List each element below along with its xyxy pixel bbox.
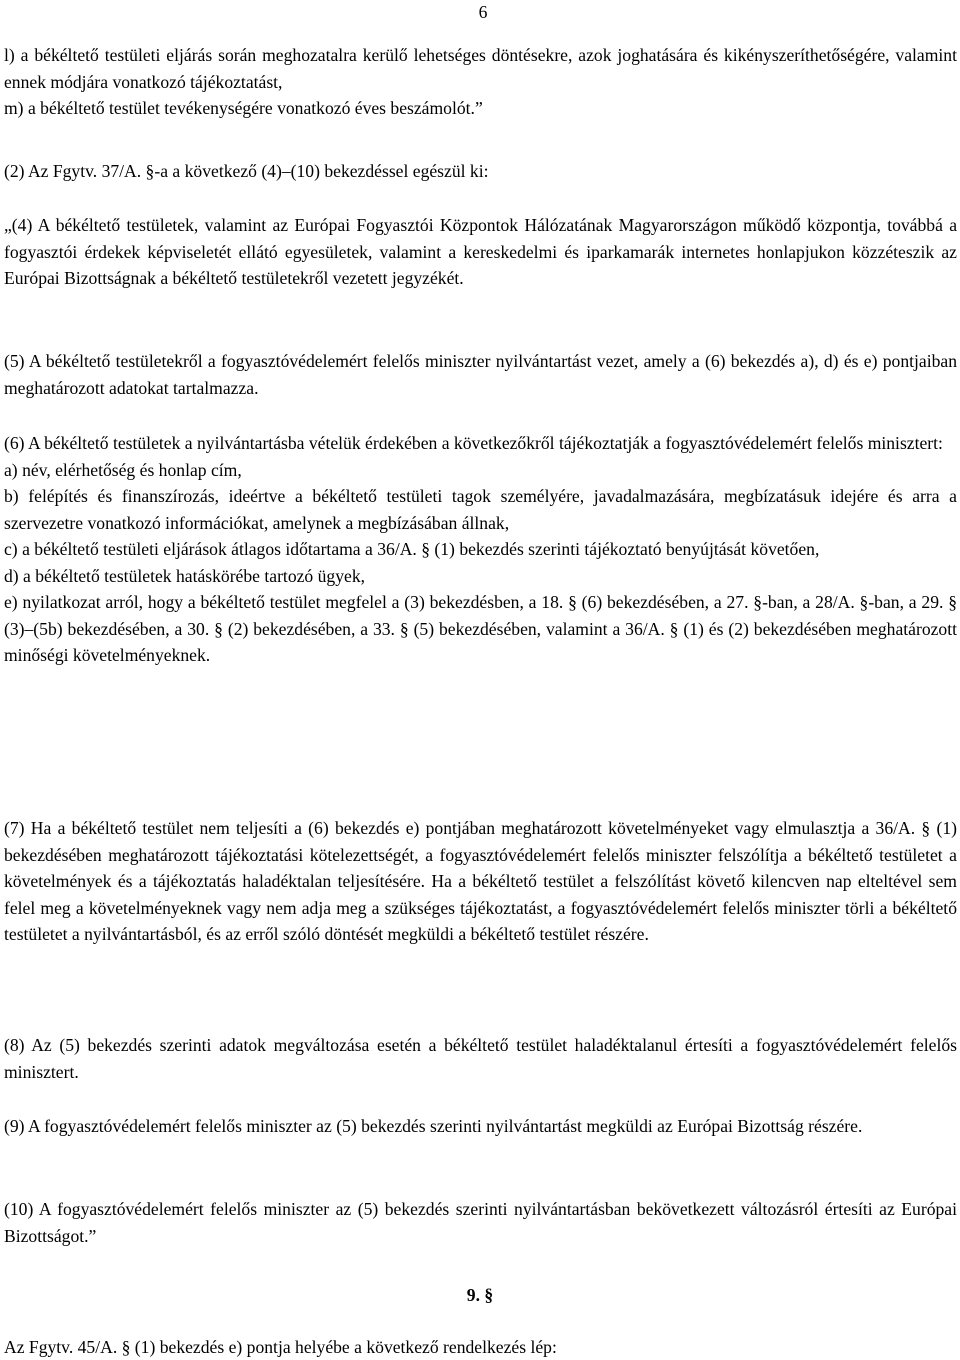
paragraph-10: (10) A fogyasztóvédelemért felelős miniszter az (5) bekezdés szerinti nyilvántartásban bekövetkezett változásról értesíti az Európai Bizottságot.” (4, 1199, 957, 1246)
paragraph-2: (2) Az Fgytv. 37/A. §-a a következő (4)–(10) bekezdéssel egészül ki: (4, 161, 489, 181)
paragraph-7: (7) Ha a békéltető testület nem teljesíti a (6) bekezdés e) pontjában meghatározott követelményeket vagy elmulasztja a 36/A. § (1) bekezdésében meghatározott tájékoztatási kötelezettségét, a fogyasztóvédelemért felelős miniszter felszólítja a békéltető testületet a követelmények és a tájékoztatás haladéktalan teljesítésére. Ha a békéltető testület a felszólítást követő kilencven nap elteltével sem felel meg a követelményeknek vagy nem adja meg a szükséges tájékoztatást, a fogyasztóvédelemért felelős miniszter törli a békéltető testületet a nyilvántartásból, és az erről szóló döntését megküldi a békéltető testület részére. (4, 818, 957, 944)
point-e: e) nyilatkozat arról, hogy a békéltető testület megfelel a (3) bekezdésben, a 18. § (6) bekezdésében, a 27. §-ban, a 28/A. §-ban, a 29. § (3)–(5b) bekezdésében, a 30. § (2) bekezdésében, a 33. § (5) bekezdésében, valamint a 36/A. § (1) és (2) bekezdésében meghatározott minőségi követelményeknek. (4, 592, 957, 665)
paragraph-6-intro: (6) A békéltető testületek a nyilvántartásba vételük érdekében a következőkről tájékoztatják a fogyasztóvédelemért felelős minisztert: (4, 433, 943, 453)
paragraph-4: „(4) A békéltető testületek, valamint az Európai Fogyasztói Központok Hálózatának Magyarországon működő központja, továbbá a fogyasztói érdekek képviseletét ellátó egyesületek, valamint a kereskedelmi és iparkamarák internetes honlapjukon közzéteszik az Európai Bizottságnak a békéltető testületekről vezetett jegyzékét. (4, 215, 957, 288)
paragraph-5: (5) A békéltető testületekről a fogyasztóvédelemért felelős miniszter nyilvántartást vezet, amely a (6) bekezdés a), d) és e) pontjaiban meghatározott adatokat tartalmazza. (4, 351, 957, 398)
closing-sentence: Az Fgytv. 45/A. § (1) bekezdés e) pontja helyébe a következő rendelkezés lép: (4, 1337, 557, 1357)
paragraph-8: (8) Az (5) bekezdés szerinti adatok megváltozása esetén a békéltető testület haladéktalanul értesíti a fogyasztóvédelemért felelős minisztert. (4, 1035, 957, 1082)
paragraph-9: (9) A fogyasztóvédelemért felelős miniszter az (5) bekezdés szerinti nyilvántartást megküldi az Európai Bizottság részére. (4, 1116, 863, 1136)
point-d: d) a békéltető testületek hatáskörébe tartozó ügyek, (4, 565, 366, 586)
point-b: b) felépítés és finanszírozás, ideértve a békéltető testületi tagok személyére, javadalmazására, megbízatásuk idejére és arra a szervezetre vonatkozó információkat, amelynek a megbízásában állnak, (4, 486, 957, 533)
section-heading: 9. § (466, 1285, 494, 1305)
point-a: a) név, elérhetőség és honlap cím, (4, 459, 242, 480)
clause-m: m) a békéltető testület tevékenységére vonatkozó éves beszámolót.” (4, 98, 483, 118)
point-c: c) a békéltető testületi eljárások átlagos időtartama a 36/A. § (1) bekezdés szerinti tájékoztató benyújtását követően, (4, 539, 820, 559)
page-number: 6 (478, 2, 488, 22)
clause-l-m (4, 42, 957, 122)
paragraph-6 (4, 430, 957, 669)
clause-l: l) a békéltető testületi eljárás során meghozatalra kerülő lehetséges döntésekre, azok joghatására és kikényszeríthetőségére, valamint ennek módjára vonatkozó tájékoztatást, (4, 45, 957, 92)
